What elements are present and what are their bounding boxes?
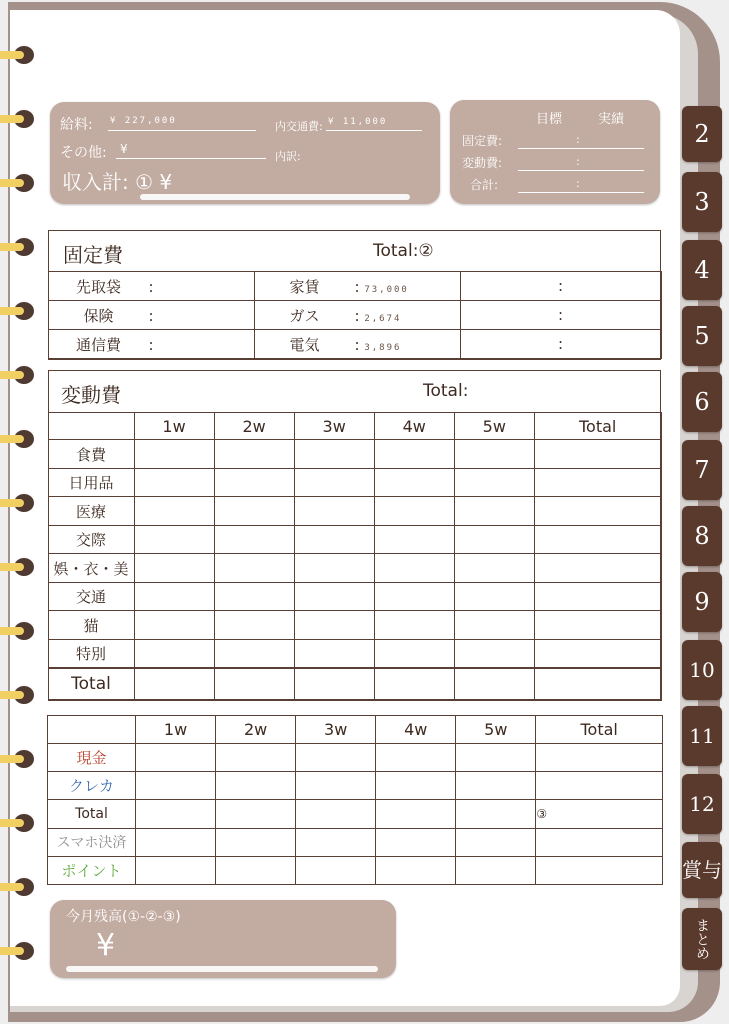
commute-label: 内交通費:	[275, 120, 323, 133]
week-column-header: 3w	[294, 413, 374, 440]
total-cell[interactable]	[214, 668, 294, 701]
total-cell[interactable]	[374, 668, 454, 701]
week-column-header: 4w	[374, 413, 454, 440]
payment-method-label: 現金	[48, 744, 136, 772]
payment-row	[48, 800, 663, 828]
fixed-row[interactable]	[254, 330, 460, 359]
amount-cell[interactable]	[376, 744, 456, 772]
amount-cell[interactable]	[294, 468, 374, 496]
amount-cell[interactable]	[454, 497, 534, 525]
month-tab-7[interactable]: 8	[682, 506, 722, 566]
amount-cell[interactable]	[454, 554, 534, 582]
fixed-expense-total: Total:②	[373, 241, 434, 261]
amount-cell[interactable]	[376, 772, 456, 800]
payment-method-label: ポイント	[48, 856, 136, 884]
binder-ring	[0, 622, 36, 640]
amount-cell[interactable]	[536, 744, 663, 772]
target-colon: :	[576, 177, 580, 190]
variable-row	[48, 582, 661, 610]
amount-cell[interactable]	[454, 468, 534, 496]
fixed-item-label: 電気	[289, 335, 320, 354]
colon: :	[148, 277, 154, 296]
amount-cell[interactable]	[374, 611, 454, 639]
payment-method-label: クレカ	[48, 772, 136, 800]
colon: :	[354, 306, 365, 325]
amount-cell[interactable]	[136, 828, 216, 856]
category-label: 猫	[48, 611, 134, 639]
ring-wire	[0, 819, 24, 827]
amount-cell[interactable]	[376, 828, 456, 856]
amount-cell[interactable]	[294, 525, 374, 553]
payment-row	[48, 744, 663, 772]
variable-expense-table	[48, 412, 662, 701]
amount-cell[interactable]	[374, 554, 454, 582]
fixed-row[interactable]	[48, 330, 254, 359]
amount-cell[interactable]	[456, 856, 536, 884]
amount-cell[interactable]	[134, 554, 214, 582]
amount-cell[interactable]	[216, 744, 296, 772]
week-column-header: 2w	[216, 716, 296, 744]
amount-cell[interactable]	[136, 800, 216, 828]
amount-cell[interactable]	[214, 497, 294, 525]
amount-cell[interactable]	[454, 582, 534, 610]
month-tab-8[interactable]: 9	[682, 572, 722, 632]
amount-cell[interactable]	[534, 440, 661, 468]
amount-cell[interactable]	[216, 772, 296, 800]
grand-total-cell[interactable]: ③	[536, 800, 663, 828]
binder-ring	[0, 46, 36, 64]
actual-column-label: 実績	[598, 112, 625, 127]
salary-value[interactable]: ¥ 227,000	[110, 116, 177, 126]
variable-row	[48, 525, 661, 553]
variable-row	[48, 611, 661, 639]
amount-cell[interactable]	[134, 582, 214, 610]
commute-underline	[326, 130, 422, 131]
amount-cell[interactable]	[294, 497, 374, 525]
amount-cell[interactable]	[536, 856, 663, 884]
amount-cell[interactable]	[534, 554, 661, 582]
income-total-label: 収入計: ① ¥	[62, 170, 173, 194]
binder-ring	[0, 558, 36, 576]
amount-cell[interactable]	[216, 800, 296, 828]
target-card	[450, 100, 660, 204]
fixed-row-empty[interactable]: :	[460, 272, 661, 301]
month-tab-2[interactable]: 3	[682, 172, 722, 232]
amount-cell[interactable]	[374, 582, 454, 610]
fixed-item-value[interactable]: 73,000	[364, 284, 409, 295]
binder-ring	[0, 942, 36, 960]
salary-underline	[108, 130, 256, 131]
variable-expense-section	[48, 370, 661, 700]
amount-cell[interactable]	[294, 554, 374, 582]
income-brush-stroke	[140, 194, 410, 200]
other-underline	[116, 158, 266, 159]
target-column-label: 目標	[536, 112, 563, 127]
fixed-row-empty[interactable]: :	[460, 330, 661, 359]
ring-wire	[0, 691, 24, 699]
amount-cell[interactable]	[214, 440, 294, 468]
amount-cell[interactable]	[296, 856, 376, 884]
binder-ring	[0, 174, 36, 192]
amount-cell[interactable]	[534, 497, 661, 525]
ring-wire	[0, 883, 24, 891]
variable-row	[48, 468, 661, 496]
amount-cell[interactable]	[296, 800, 376, 828]
amount-cell[interactable]	[374, 525, 454, 553]
balance-brush-stroke	[66, 966, 378, 972]
ring-wire	[0, 371, 24, 379]
week-column-header: Total	[536, 716, 663, 744]
month-tab-11[interactable]: 12	[682, 774, 722, 834]
total-cell[interactable]	[294, 668, 374, 701]
category-label: 交際	[48, 525, 134, 553]
ring-wire	[0, 499, 24, 507]
binder-ring	[0, 110, 36, 128]
fixed-row[interactable]	[48, 272, 254, 301]
amount-cell[interactable]	[374, 497, 454, 525]
month-tab-13[interactable]: まとめ	[682, 908, 722, 970]
ring-wire	[0, 307, 24, 315]
fixed-item-label: 先取袋	[75, 277, 121, 296]
fixed-expense-section	[48, 230, 661, 360]
fixed-item-label: 通信費	[75, 335, 121, 354]
ring-wire	[0, 563, 24, 571]
binder-ring	[0, 878, 36, 896]
month-tab-3[interactable]: 4	[682, 240, 722, 300]
binder-ring	[0, 814, 36, 832]
amount-cell[interactable]	[374, 440, 454, 468]
balance-label: 今月残高(①-②-③)	[66, 909, 181, 925]
binder-ring	[0, 430, 36, 448]
income-card	[50, 102, 440, 204]
fixed-row[interactable]	[254, 272, 460, 301]
target-row-fixed: 固定費:	[462, 134, 503, 148]
total-cell[interactable]	[134, 668, 214, 701]
amount-cell[interactable]	[216, 856, 296, 884]
variable-row	[48, 497, 661, 525]
amount-cell[interactable]	[216, 828, 296, 856]
amount-cell[interactable]	[214, 554, 294, 582]
fixed-row[interactable]	[254, 301, 460, 330]
amount-cell[interactable]	[134, 639, 214, 667]
total-cell[interactable]	[454, 668, 534, 701]
target-line-1	[518, 148, 644, 149]
payment-method-table	[47, 715, 663, 885]
salary-label: 給料:	[60, 117, 93, 133]
amount-cell[interactable]	[456, 772, 536, 800]
amount-cell[interactable]	[454, 611, 534, 639]
variable-row	[48, 440, 661, 468]
amount-cell[interactable]	[294, 440, 374, 468]
category-label: 交通	[48, 582, 134, 610]
payment-row	[48, 772, 663, 800]
ring-wire	[0, 755, 24, 763]
ring-wire	[0, 947, 24, 955]
corner-cell	[48, 413, 134, 440]
amount-cell[interactable]	[136, 856, 216, 884]
ring-wire	[0, 435, 24, 443]
target-colon: :	[576, 133, 580, 146]
fixed-row[interactable]	[48, 301, 254, 330]
week-column-header: 1w	[136, 716, 216, 744]
amount-cell[interactable]	[214, 639, 294, 667]
amount-cell[interactable]	[294, 611, 374, 639]
month-tab-5[interactable]: 6	[682, 372, 722, 432]
variable-expense-total: Total:	[423, 381, 469, 401]
payment-row	[48, 856, 663, 884]
week-column-header: 2w	[214, 413, 294, 440]
amount-cell[interactable]	[376, 800, 456, 828]
category-label: 日用品	[48, 468, 134, 496]
corner-cell	[48, 716, 136, 744]
amount-cell[interactable]	[214, 468, 294, 496]
fixed-item-label: 保険	[83, 306, 114, 325]
variable-row	[48, 639, 661, 667]
colon: :	[148, 306, 154, 325]
month-tab-1[interactable]: 2	[682, 106, 722, 162]
other-income-label: その他:	[60, 145, 107, 161]
amount-cell[interactable]	[536, 772, 663, 800]
week-column-header: 5w	[454, 413, 534, 440]
ring-wire	[0, 51, 24, 59]
month-tab-6[interactable]: 7	[682, 440, 722, 500]
fixed-expense-title: 固定費	[63, 243, 123, 267]
fixed-expense-table	[48, 271, 662, 359]
amount-cell[interactable]	[136, 744, 216, 772]
amount-cell[interactable]	[454, 639, 534, 667]
target-line-3	[518, 192, 644, 193]
binder-ring	[0, 302, 36, 320]
breakdown-label: 内訳:	[275, 150, 301, 163]
colon: :	[354, 335, 365, 354]
target-colon: :	[576, 155, 580, 168]
binder-ring	[0, 686, 36, 704]
ring-wire	[0, 115, 24, 123]
amount-cell[interactable]	[214, 582, 294, 610]
amount-cell[interactable]	[134, 611, 214, 639]
fixed-item-label: ガス	[289, 306, 320, 325]
payment-method-label: スマホ決済	[48, 828, 136, 856]
other-income-value[interactable]: ¥	[120, 142, 128, 156]
total-cell[interactable]	[534, 668, 661, 701]
category-label: 娯・衣・美	[48, 554, 134, 582]
amount-cell[interactable]	[296, 744, 376, 772]
variable-expense-title: 変動費	[61, 383, 121, 407]
balance-yen[interactable]: ¥	[96, 928, 116, 963]
balance-card	[50, 900, 396, 978]
amount-cell[interactable]	[536, 828, 663, 856]
amount-cell[interactable]	[134, 440, 214, 468]
week-column-header: 3w	[296, 716, 376, 744]
amount-cell[interactable]	[214, 611, 294, 639]
week-column-header: 4w	[376, 716, 456, 744]
amount-cell[interactable]	[456, 800, 536, 828]
amount-cell[interactable]	[454, 525, 534, 553]
amount-cell[interactable]	[376, 856, 456, 884]
category-label: 特別	[48, 639, 134, 667]
fixed-row-empty[interactable]: :	[460, 301, 661, 330]
ring-wire	[0, 243, 24, 251]
binder-ring	[0, 750, 36, 768]
binder-ring	[0, 366, 36, 384]
variable-total-label: Total	[48, 668, 134, 701]
amount-cell[interactable]	[296, 772, 376, 800]
ring-wire	[0, 627, 24, 635]
amount-cell[interactable]	[534, 525, 661, 553]
binder-ring	[0, 494, 36, 512]
amount-cell[interactable]	[456, 744, 536, 772]
amount-cell[interactable]	[214, 525, 294, 553]
amount-cell[interactable]	[454, 440, 534, 468]
amount-cell[interactable]	[534, 611, 661, 639]
fixed-item-label: 家賃	[289, 277, 320, 296]
amount-cell[interactable]	[294, 582, 374, 610]
amount-cell[interactable]	[294, 639, 374, 667]
category-label: 医療	[48, 497, 134, 525]
week-column-header: 1w	[134, 413, 214, 440]
colon: :	[354, 277, 365, 296]
amount-cell[interactable]	[374, 639, 454, 667]
month-tab-10[interactable]: 11	[682, 706, 722, 766]
ring-wire	[0, 179, 24, 187]
fixed-item-value[interactable]: 3,896	[364, 342, 402, 353]
commute-value[interactable]: ¥ 11,000	[328, 117, 388, 127]
month-tab-9[interactable]: 10	[682, 640, 722, 700]
amount-cell[interactable]	[534, 639, 661, 667]
target-row-variable: 変動費:	[462, 156, 503, 170]
target-row-total: 合計:	[470, 178, 499, 192]
amount-cell[interactable]	[134, 468, 214, 496]
amount-cell[interactable]	[534, 468, 661, 496]
amount-cell[interactable]	[134, 525, 214, 553]
fixed-item-value[interactable]: 2,674	[364, 313, 402, 324]
payment-method-label: Total	[48, 800, 136, 828]
variable-row	[48, 554, 661, 582]
month-tab-4[interactable]: 5	[682, 306, 722, 366]
colon: :	[148, 335, 154, 354]
payment-row	[48, 828, 663, 856]
amount-cell[interactable]	[134, 497, 214, 525]
amount-cell[interactable]	[296, 828, 376, 856]
binder-ring	[0, 238, 36, 256]
amount-cell[interactable]	[534, 582, 661, 610]
amount-cell[interactable]	[456, 828, 536, 856]
amount-cell[interactable]	[136, 772, 216, 800]
month-tab-12[interactable]: 賞与	[682, 842, 722, 898]
category-label: 食費	[48, 440, 134, 468]
amount-cell[interactable]	[374, 468, 454, 496]
week-column-header: Total	[534, 413, 661, 440]
week-column-header: 5w	[456, 716, 536, 744]
target-line-2	[518, 170, 644, 171]
